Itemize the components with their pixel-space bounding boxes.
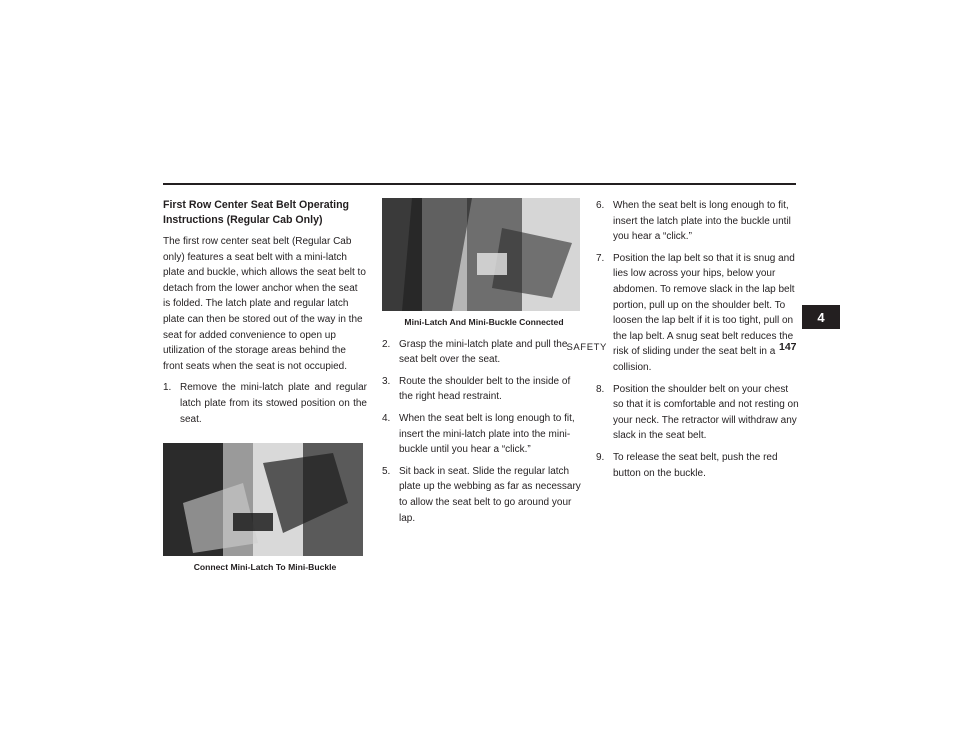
page-number: 147 [779,341,797,353]
column-2 [382,198,586,532]
section-heading: First Row Center Seat Belt Operating Instructions (Regular Cab Only) [163,199,350,226]
steps-list-3 [596,198,800,481]
step-number: 8. [596,383,605,395]
step-text: Sit back in seat. Slide the regular latch plate up the webbing as far as necessary to allow the seat belt to go around your lap. [399,465,581,524]
seat-belt-photo [382,198,580,311]
column-3 [596,198,800,487]
step-number: 9. [596,451,605,463]
figure-caption: Mini-Latch And Mini-Buckle Connected [404,317,564,327]
step-item [382,464,586,526]
step-number: 1. [163,382,172,394]
step-number: 6. [596,200,605,211]
step-text: Grasp the mini-latch plate and pull the seat belt over the seat. [399,338,568,366]
figure-connect-mini-latch [163,443,367,576]
column-1 [163,198,367,582]
steps-list-1 [163,380,367,427]
step-number: 7. [596,252,605,264]
step-number: 4. [382,412,391,424]
steps-list-2 [382,337,586,527]
step-text: Route the shoulder belt to the inside of the right head restraint. [399,375,571,403]
figure-caption: Connect Mini-Latch To Mini-Buckle [193,562,337,573]
step-number: 5. [382,465,391,477]
step-item [382,337,586,368]
step-number: 2. [382,338,391,350]
step-text: When the seat belt is long enough to fit, insert the mini-latch plate into the mini-buckle until you hear a “click.” [399,412,575,456]
step-text: Position the shoulder belt on your chest so that it is comfortable and not resting on your neck. The retractor will withdraw any slack in the seat belt. [613,383,799,442]
header-rule [163,183,796,185]
step-item [596,251,800,376]
step-item [163,380,367,427]
step-item [596,382,800,444]
step-number: 3. [382,375,391,387]
step-text: Position the lap belt so that it is snug and lies low across your hips, below your abdomen. To remove slack in the lap belt portion, pull up on the shoulder belt. To loosen the lap belt if it is too tight, pull on the lap belt. A snug seat belt reduces the risk of sliding under the seat belt in a collision. [613,252,795,373]
step-item [382,374,586,405]
step-item [382,411,586,458]
step-text: When the seat belt is long enough to fit, insert the latch plate into the buckle until you hear a “click.” [613,200,791,243]
step-item [596,198,800,245]
step-text: To release the seat belt, push the red button on the buckle. [613,451,778,479]
step-item [596,450,800,481]
step-text: Remove the mini-latch plate and regular latch plate from its stowed position on the seat. [180,382,367,425]
chapter-tab: 4 [802,305,840,329]
section-label: SAFETY [566,342,607,353]
intro-paragraph: The first row center seat belt (Regular Cab only) features a seat belt with a mini-latch plate and buckle, which allows the seat belt to detach from the lower anchor when the seat is folded. The latch plate and regular latch plate can then be stored out of the way in the seat for added convenience to open up utilization of the storage areas behind the front seats when the seat is not occupied. [163,236,366,372]
seat-belt-photo [163,443,363,556]
figure-mini-latch-connected [382,198,586,331]
